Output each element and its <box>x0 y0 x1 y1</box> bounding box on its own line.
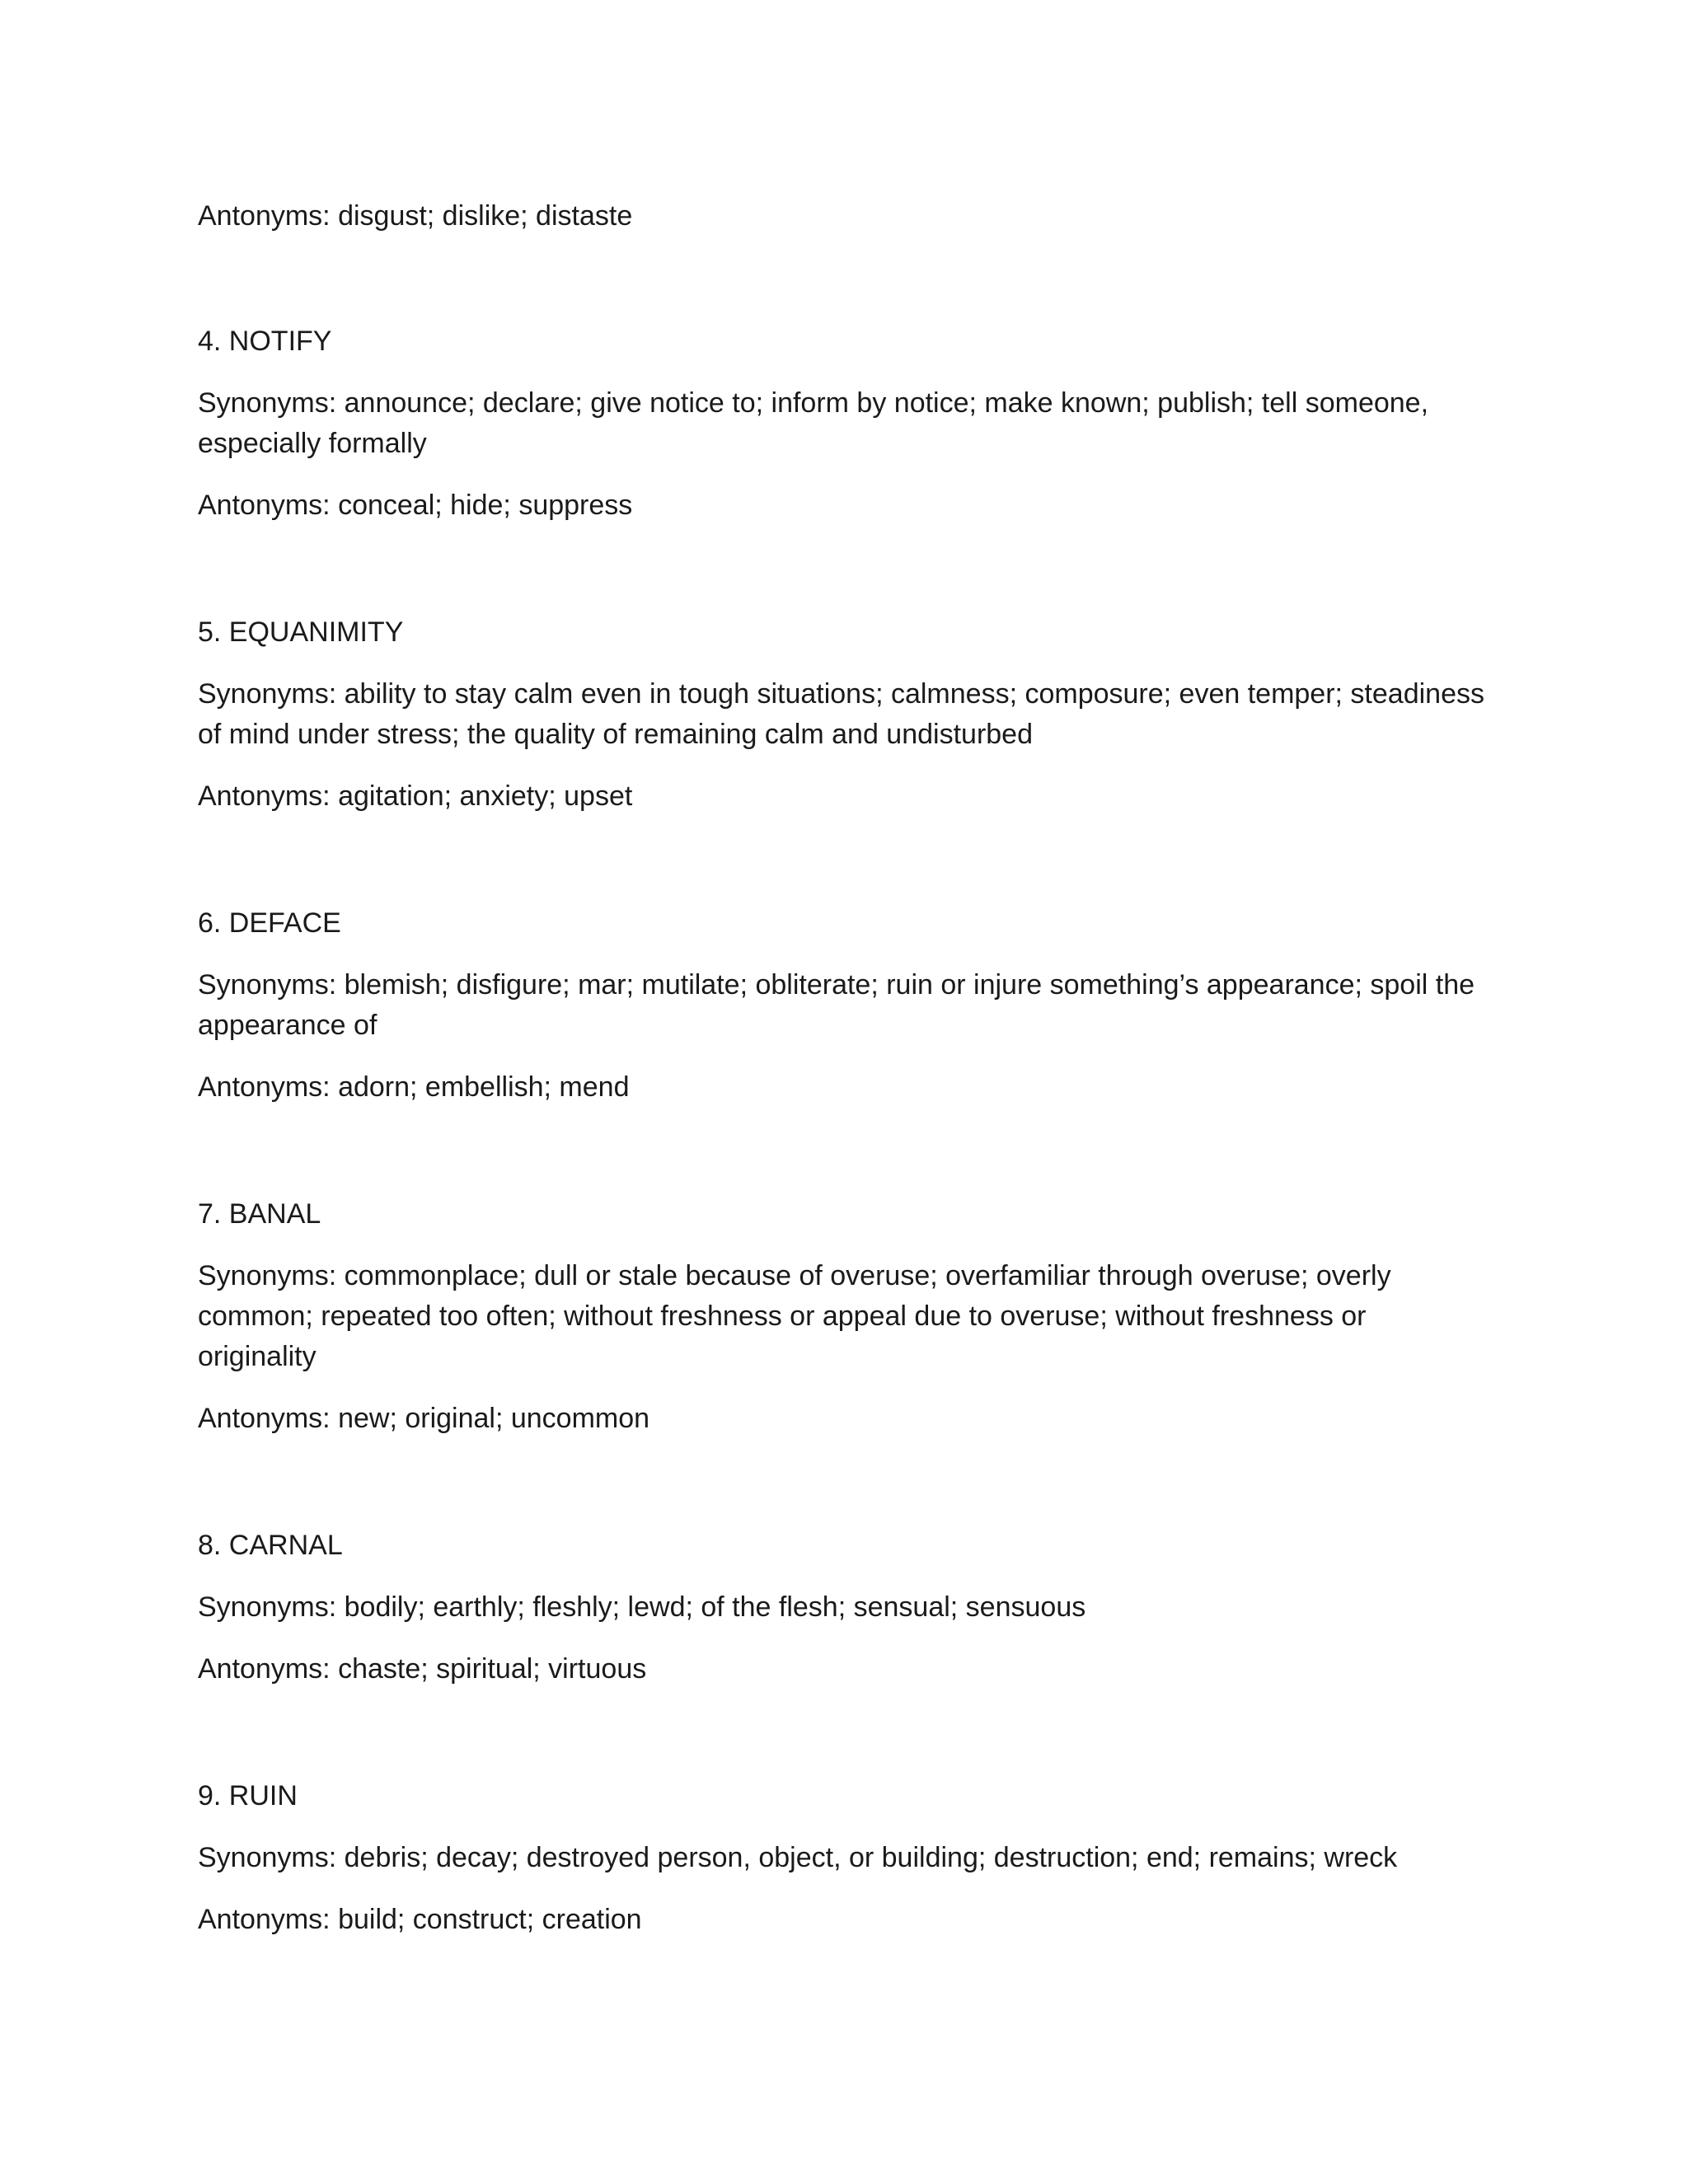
entry-title: 4. NOTIFY <box>198 326 332 357</box>
entry-synonyms: Synonyms: commonplace; dull or stale because of overuse; overfamiliar through overuse; overly common; repeated too often; without freshness or appeal due to overuse; without freshness or originality <box>198 1260 1391 1372</box>
entry-antonyms: Antonyms: agitation; anxiety; upset <box>198 780 633 812</box>
word-entry-banal <box>198 1194 1492 1439</box>
word-entry-equanimity <box>198 612 1492 817</box>
word-entry-carnal <box>198 1526 1492 1690</box>
word-entry-deface <box>198 903 1492 1108</box>
entry-synonyms: Synonyms: ability to stay calm even in tough situations; calmness; composure; even temper; steadiness of mind under stress; the quality of remaining calm and undisturbed <box>198 678 1484 750</box>
word-entry-ruin <box>198 1776 1492 1940</box>
entry-antonyms: Antonyms: new; original; uncommon <box>198 1403 650 1434</box>
entry-title: 7. BANAL <box>198 1198 321 1230</box>
entry-title: 9. RUIN <box>198 1780 298 1811</box>
entry-synonyms: Synonyms: debris; decay; destroyed person, object, or building; destruction; end; remains; wreck <box>198 1842 1398 1873</box>
entry-antonyms: Antonyms: chaste; spiritual; virtuous <box>198 1653 647 1685</box>
entry-antonyms: Antonyms: conceal; hide; suppress <box>198 490 633 521</box>
entry-antonyms: Antonyms: adorn; embellish; mend <box>198 1071 630 1103</box>
entry-title: 6. DEFACE <box>198 907 341 939</box>
entry-antonyms: Antonyms: build; construct; creation <box>198 1904 642 1935</box>
word-entry-notify <box>198 321 1492 526</box>
document-body <box>198 196 1492 1940</box>
entry-title: 5. EQUANIMITY <box>198 616 404 648</box>
entry-synonyms: Synonyms: announce; declare; give notice to; inform by notice; make known; publish; tell someone, especially formally <box>198 387 1429 459</box>
continued-antonyms: Antonyms: disgust; dislike; distaste <box>198 200 633 232</box>
entry-title: 8. CARNAL <box>198 1530 343 1561</box>
entry-synonyms: Synonyms: blemish; disfigure; mar; mutilate; obliterate; ruin or injure something’s appearance; spoil the appearance of <box>198 969 1475 1041</box>
entry-synonyms: Synonyms: bodily; earthly; fleshly; lewd; of the flesh; sensual; sensuous <box>198 1591 1086 1623</box>
